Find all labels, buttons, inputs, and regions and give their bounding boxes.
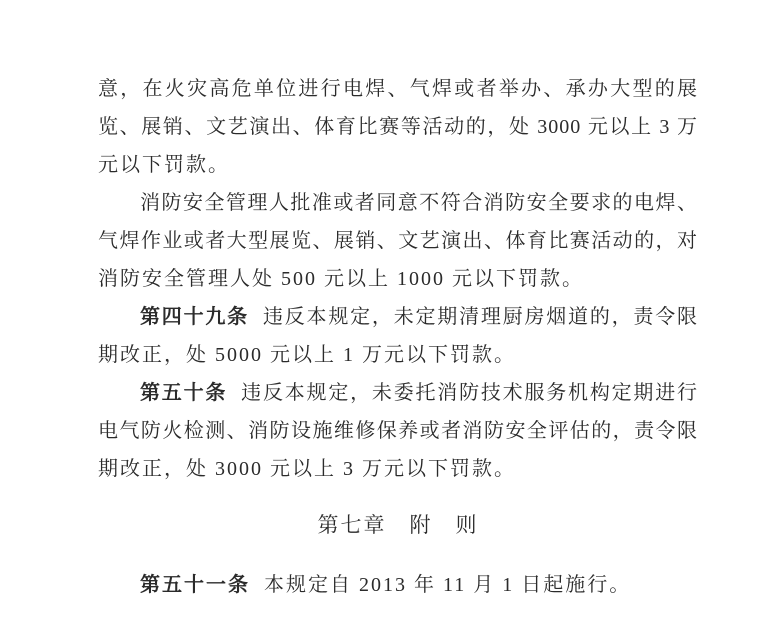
article-49-text: 违反本规定，未定期清理厨房烟道的，责令限 xyxy=(262,306,699,328)
article-51-line xyxy=(98,566,698,604)
text-line: 期改正，处 3000 元以上 3 万元以下罚款。 xyxy=(98,458,516,480)
chapter-heading: 第七章 附 则 xyxy=(317,513,479,537)
text-line: 期改正，处 5000 元以上 1 万元以下罚款。 xyxy=(98,344,516,366)
article-51-number: 第五十一条 xyxy=(140,574,250,596)
text-line: 消防安全管理人处 500 元以上 1000 元以下罚款。 xyxy=(98,268,584,290)
article-50-number: 第五十条 xyxy=(140,382,228,404)
text-line: 电气防火检测、消防设施维修保养或者消防安全评估的，责令限 xyxy=(98,420,698,442)
article-49-number: 第四十九条 xyxy=(140,306,249,328)
text-line: 元以下罚款。 xyxy=(98,154,230,176)
article-50-text: 违反本规定，未委托消防技术服务机构定期进行 xyxy=(241,382,699,404)
text-line: 气焊作业或者大型展览、展销、文艺演出、体育比赛活动的，对 xyxy=(98,230,698,252)
article-50-line xyxy=(98,374,698,412)
text-line: 览、展销、文艺演出、体育比赛等活动的，处 3000 元以上 3 万 xyxy=(98,116,698,138)
article-51-text: 本规定自 2013 年 11 月 1 日起施行。 xyxy=(264,574,632,596)
article-49-line xyxy=(98,298,698,336)
text-line: 意，在火灾高危单位进行电焊、气焊或者举办、承办大型的展 xyxy=(98,78,698,100)
text-line: 消防安全管理人批准或者同意不符合消防安全要求的电焊、 xyxy=(140,192,698,214)
